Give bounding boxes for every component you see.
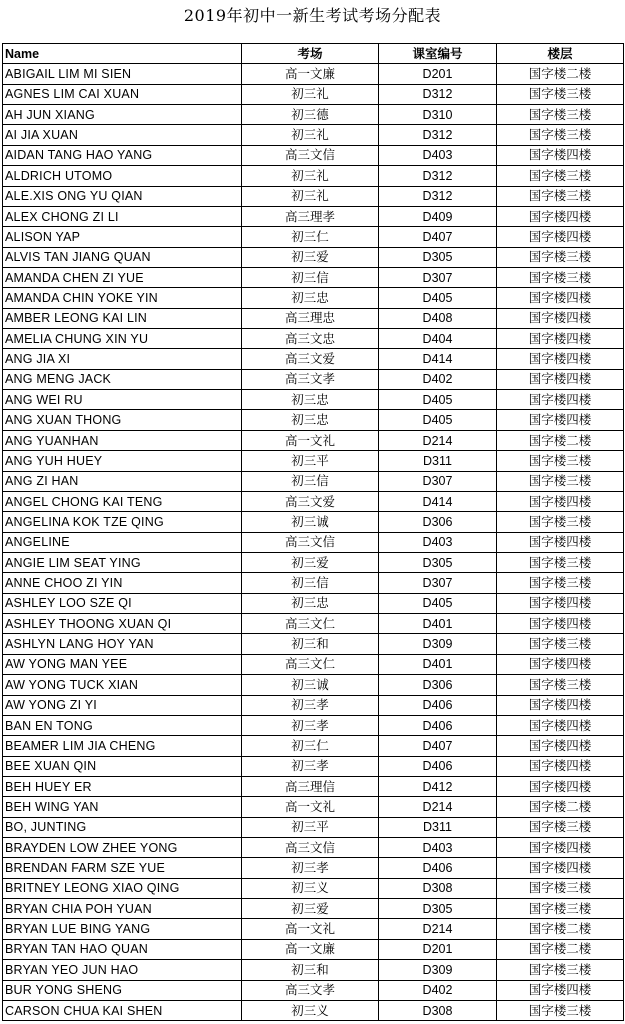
table-row (3, 247, 624, 267)
classroom-code-cell: D306 (379, 512, 497, 532)
table-row (3, 634, 624, 654)
student-name-cell: ANGIE LIM SEAT YING (3, 552, 242, 572)
student-name-cell: BEAMER LIM JIA CHENG (3, 736, 242, 756)
floor-cell: 国字楼三楼 (497, 878, 624, 898)
classroom-code-cell: D406 (379, 858, 497, 878)
floor-cell: 国字楼四楼 (497, 593, 624, 613)
student-name-cell: BRYAN CHIA POH YUAN (3, 899, 242, 919)
table-row (3, 145, 624, 165)
floor-cell: 国字楼四楼 (497, 349, 624, 369)
exam-room-cell: 高三文忠 (242, 329, 379, 349)
exam-room-cell: 初三礼 (242, 166, 379, 186)
exam-room-cell: 初三孝 (242, 756, 379, 776)
student-name-cell: AMANDA CHEN ZI YUE (3, 267, 242, 287)
floor-cell: 国字楼二楼 (497, 939, 624, 959)
table-row (3, 308, 624, 328)
classroom-code-cell: D201 (379, 64, 497, 84)
exam-room-cell: 初三诚 (242, 512, 379, 532)
floor-cell: 国字楼三楼 (497, 247, 624, 267)
exam-room-cell: 初三和 (242, 634, 379, 654)
exam-room-cell: 高三文仁 (242, 614, 379, 634)
classroom-code-cell: D308 (379, 1000, 497, 1020)
table-row (3, 227, 624, 247)
header-name: Name (3, 44, 242, 64)
exam-allocation-table (2, 43, 624, 1021)
table-row (3, 1000, 624, 1020)
table-row (3, 166, 624, 186)
floor-cell: 国字楼三楼 (497, 1000, 624, 1020)
floor-cell: 国字楼四楼 (497, 838, 624, 858)
floor-cell: 国字楼四楼 (497, 695, 624, 715)
exam-room-cell: 初三孝 (242, 858, 379, 878)
table-row (3, 573, 624, 593)
classroom-code-cell: D406 (379, 715, 497, 735)
exam-room-cell: 初三和 (242, 960, 379, 980)
exam-room-cell: 初三德 (242, 105, 379, 125)
exam-room-cell: 高三理信 (242, 776, 379, 796)
exam-room-cell: 初三礼 (242, 125, 379, 145)
table-row (3, 756, 624, 776)
floor-cell: 国字楼二楼 (497, 430, 624, 450)
table-row (3, 797, 624, 817)
table-row (3, 654, 624, 674)
classroom-code-cell: D214 (379, 797, 497, 817)
student-name-cell: ANG MENG JACK (3, 369, 242, 389)
exam-room-cell: 高一文礼 (242, 797, 379, 817)
table-row (3, 552, 624, 572)
classroom-code-cell: D414 (379, 491, 497, 511)
student-name-cell: ANG ZI HAN (3, 471, 242, 491)
table-row (3, 491, 624, 511)
student-name-cell: ALEX CHONG ZI LI (3, 206, 242, 226)
table-row (3, 451, 624, 471)
classroom-code-cell: D401 (379, 614, 497, 634)
floor-cell: 国字楼三楼 (497, 125, 624, 145)
header-room: 考场 (242, 44, 379, 64)
classroom-code-cell: D406 (379, 695, 497, 715)
floor-cell: 国字楼四楼 (497, 390, 624, 410)
table-row (3, 695, 624, 715)
student-name-cell: ANGEL CHONG KAI TENG (3, 491, 242, 511)
classroom-code-cell: D405 (379, 288, 497, 308)
floor-cell: 国字楼二楼 (497, 919, 624, 939)
floor-cell: 国字楼三楼 (497, 471, 624, 491)
header-code: 课室编号 (379, 44, 497, 64)
student-name-cell: BRYAN TAN HAO QUAN (3, 939, 242, 959)
student-name-cell: CARSON CHUA KAI SHEN (3, 1000, 242, 1020)
classroom-code-cell: D214 (379, 430, 497, 450)
exam-room-cell: 初三平 (242, 451, 379, 471)
table-row (3, 593, 624, 613)
student-name-cell: AMANDA CHIN YOKE YIN (3, 288, 242, 308)
floor-cell: 国字楼二楼 (497, 797, 624, 817)
table-row (3, 614, 624, 634)
exam-room-cell: 高三文信 (242, 532, 379, 552)
classroom-code-cell: D312 (379, 186, 497, 206)
classroom-code-cell: D305 (379, 552, 497, 572)
floor-cell: 国字楼三楼 (497, 84, 624, 104)
exam-room-cell: 初三诚 (242, 675, 379, 695)
exam-room-cell: 高三文爱 (242, 349, 379, 369)
student-name-cell: BEH WING YAN (3, 797, 242, 817)
classroom-code-cell: D307 (379, 267, 497, 287)
student-name-cell: ASHLYN LANG HOY YAN (3, 634, 242, 654)
exam-room-cell: 初三信 (242, 267, 379, 287)
exam-room-cell: 初三仁 (242, 227, 379, 247)
student-name-cell: ANG XUAN THONG (3, 410, 242, 430)
student-name-cell: BUR YONG SHENG (3, 980, 242, 1000)
classroom-code-cell: D412 (379, 776, 497, 796)
student-name-cell: BRENDAN FARM SZE YUE (3, 858, 242, 878)
student-name-cell: ALE.XIS ONG YU QIAN (3, 186, 242, 206)
floor-cell: 国字楼四楼 (497, 206, 624, 226)
table-row (3, 776, 624, 796)
floor-cell: 国字楼三楼 (497, 451, 624, 471)
floor-cell: 国字楼四楼 (497, 369, 624, 389)
student-name-cell: ANGELINA KOK TZE QING (3, 512, 242, 532)
student-name-cell: ALVIS TAN JIANG QUAN (3, 247, 242, 267)
floor-cell: 国字楼四楼 (497, 227, 624, 247)
table-row (3, 919, 624, 939)
table-row (3, 858, 624, 878)
student-name-cell: AW YONG ZI YI (3, 695, 242, 715)
classroom-code-cell: D405 (379, 593, 497, 613)
student-name-cell: BRAYDEN LOW ZHEE YONG (3, 838, 242, 858)
table-row (3, 410, 624, 430)
student-name-cell: BRITNEY LEONG XIAO QING (3, 878, 242, 898)
table-row (3, 512, 624, 532)
table-row (3, 64, 624, 84)
table-row (3, 532, 624, 552)
table-row (3, 980, 624, 1000)
student-name-cell: ALISON YAP (3, 227, 242, 247)
table-row (3, 390, 624, 410)
table-row (3, 329, 624, 349)
student-name-cell: BAN EN TONG (3, 715, 242, 735)
exam-room-cell: 初三忠 (242, 390, 379, 410)
exam-room-cell: 高三理忠 (242, 308, 379, 328)
floor-cell: 国字楼三楼 (497, 267, 624, 287)
floor-cell: 国字楼四楼 (497, 329, 624, 349)
student-name-cell: ANG YUANHAN (3, 430, 242, 450)
exam-room-cell: 初三爱 (242, 899, 379, 919)
table-row (3, 186, 624, 206)
exam-room-cell: 高一文礼 (242, 430, 379, 450)
floor-cell: 国字楼二楼 (497, 64, 624, 84)
exam-room-cell: 初三孝 (242, 695, 379, 715)
student-name-cell: BEH HUEY ER (3, 776, 242, 796)
exam-room-cell: 初三平 (242, 817, 379, 837)
classroom-code-cell: D403 (379, 838, 497, 858)
classroom-code-cell: D305 (379, 247, 497, 267)
student-name-cell: ANG JIA XI (3, 349, 242, 369)
student-name-cell: ANGELINE (3, 532, 242, 552)
exam-room-cell: 高三文仁 (242, 654, 379, 674)
classroom-code-cell: D402 (379, 369, 497, 389)
exam-room-cell: 高三文孝 (242, 369, 379, 389)
exam-room-cell: 高一文廉 (242, 64, 379, 84)
table-row (3, 675, 624, 695)
student-name-cell: AGNES LIM CAI XUAN (3, 84, 242, 104)
classroom-code-cell: D310 (379, 105, 497, 125)
floor-cell: 国字楼三楼 (497, 675, 624, 695)
floor-cell: 国字楼四楼 (497, 532, 624, 552)
floor-cell: 国字楼四楼 (497, 756, 624, 776)
floor-cell: 国字楼四楼 (497, 491, 624, 511)
student-name-cell: BRYAN YEO JUN HAO (3, 960, 242, 980)
floor-cell: 国字楼四楼 (497, 654, 624, 674)
student-name-cell: ANNE CHOO ZI YIN (3, 573, 242, 593)
exam-room-cell: 初三礼 (242, 186, 379, 206)
exam-room-cell: 高三文爱 (242, 491, 379, 511)
classroom-code-cell: D312 (379, 166, 497, 186)
floor-cell: 国字楼三楼 (497, 960, 624, 980)
table-row (3, 267, 624, 287)
header-floor: 楼层 (497, 44, 624, 64)
table-row (3, 471, 624, 491)
classroom-code-cell: D403 (379, 532, 497, 552)
classroom-code-cell: D405 (379, 410, 497, 430)
classroom-code-cell: D308 (379, 878, 497, 898)
classroom-code-cell: D312 (379, 125, 497, 145)
exam-room-cell: 初三礼 (242, 84, 379, 104)
exam-room-cell: 初三仁 (242, 736, 379, 756)
exam-room-cell: 初三忠 (242, 410, 379, 430)
student-name-cell: AW YONG TUCK XIAN (3, 675, 242, 695)
floor-cell: 国字楼四楼 (497, 715, 624, 735)
exam-room-cell: 初三忠 (242, 288, 379, 308)
exam-room-cell: 高三文孝 (242, 980, 379, 1000)
floor-cell: 国字楼四楼 (497, 308, 624, 328)
page-title: 2019年初中一新生考试考场分配表 (183, 6, 442, 25)
student-name-cell: AH JUN XIANG (3, 105, 242, 125)
table-row (3, 960, 624, 980)
exam-room-cell: 初三孝 (242, 715, 379, 735)
exam-room-cell: 初三爱 (242, 247, 379, 267)
student-name-cell: ANG WEI RU (3, 390, 242, 410)
classroom-code-cell: D401 (379, 654, 497, 674)
floor-cell: 国字楼三楼 (497, 573, 624, 593)
student-name-cell: BEE XUAN QIN (3, 756, 242, 776)
exam-room-cell: 初三义 (242, 1000, 379, 1020)
floor-cell: 国字楼四楼 (497, 980, 624, 1000)
exam-room-cell: 初三义 (242, 878, 379, 898)
floor-cell: 国字楼四楼 (497, 736, 624, 756)
classroom-code-cell: D405 (379, 390, 497, 410)
student-name-cell: ASHLEY THOONG XUAN QI (3, 614, 242, 634)
table-row (3, 817, 624, 837)
classroom-code-cell: D311 (379, 817, 497, 837)
classroom-code-cell: D306 (379, 675, 497, 695)
classroom-code-cell: D404 (379, 329, 497, 349)
floor-cell: 国字楼四楼 (497, 410, 624, 430)
floor-cell: 国字楼四楼 (497, 776, 624, 796)
classroom-code-cell: D406 (379, 756, 497, 776)
student-name-cell: ABIGAIL LIM MI SIEN (3, 64, 242, 84)
student-name-cell: AIDAN TANG HAO YANG (3, 145, 242, 165)
classroom-code-cell: D311 (379, 451, 497, 471)
floor-cell: 国字楼三楼 (497, 105, 624, 125)
table-row (3, 349, 624, 369)
exam-room-cell: 初三忠 (242, 593, 379, 613)
classroom-code-cell: D305 (379, 899, 497, 919)
student-name-cell: AMELIA CHUNG XIN YU (3, 329, 242, 349)
floor-cell: 国字楼四楼 (497, 614, 624, 634)
student-name-cell: AW YONG MAN YEE (3, 654, 242, 674)
classroom-code-cell: D312 (379, 84, 497, 104)
table-row (3, 288, 624, 308)
classroom-code-cell: D309 (379, 960, 497, 980)
table-row (3, 899, 624, 919)
classroom-code-cell: D214 (379, 919, 497, 939)
table-row (3, 878, 624, 898)
floor-cell: 国字楼四楼 (497, 858, 624, 878)
classroom-code-cell: D307 (379, 573, 497, 593)
floor-cell: 国字楼三楼 (497, 186, 624, 206)
floor-cell: 国字楼三楼 (497, 512, 624, 532)
classroom-code-cell: D407 (379, 227, 497, 247)
table-row (3, 84, 624, 104)
floor-cell: 国字楼四楼 (497, 145, 624, 165)
table-row (3, 939, 624, 959)
table-row (3, 105, 624, 125)
student-name-cell: AMBER LEONG KAI LIN (3, 308, 242, 328)
table-row (3, 715, 624, 735)
classroom-code-cell: D309 (379, 634, 497, 654)
classroom-code-cell: D408 (379, 308, 497, 328)
table-row (3, 736, 624, 756)
exam-room-cell: 初三信 (242, 471, 379, 491)
floor-cell: 国字楼三楼 (497, 166, 624, 186)
classroom-code-cell: D403 (379, 145, 497, 165)
student-name-cell: AI JIA XUAN (3, 125, 242, 145)
table-row (3, 838, 624, 858)
student-name-cell: ANG YUH HUEY (3, 451, 242, 471)
exam-room-cell: 高三文信 (242, 145, 379, 165)
exam-room-cell: 高一文礼 (242, 919, 379, 939)
classroom-code-cell: D414 (379, 349, 497, 369)
table-row (3, 125, 624, 145)
exam-room-cell: 高一文廉 (242, 939, 379, 959)
table-row (3, 369, 624, 389)
exam-room-cell: 高三文信 (242, 838, 379, 858)
student-name-cell: ASHLEY LOO SZE QI (3, 593, 242, 613)
classroom-code-cell: D409 (379, 206, 497, 226)
exam-room-cell: 初三爱 (242, 552, 379, 572)
classroom-code-cell: D402 (379, 980, 497, 1000)
exam-room-cell: 初三信 (242, 573, 379, 593)
table-header-row (3, 44, 624, 64)
floor-cell: 国字楼三楼 (497, 552, 624, 572)
floor-cell: 国字楼三楼 (497, 899, 624, 919)
classroom-code-cell: D201 (379, 939, 497, 959)
table-row (3, 430, 624, 450)
student-name-cell: BRYAN LUE BING YANG (3, 919, 242, 939)
student-name-cell: ALDRICH UTOMO (3, 166, 242, 186)
floor-cell: 国字楼四楼 (497, 288, 624, 308)
exam-room-cell: 高三理孝 (242, 206, 379, 226)
table-row (3, 206, 624, 226)
student-name-cell: BO, JUNTING (3, 817, 242, 837)
classroom-code-cell: D307 (379, 471, 497, 491)
floor-cell: 国字楼三楼 (497, 634, 624, 654)
classroom-code-cell: D407 (379, 736, 497, 756)
floor-cell: 国字楼三楼 (497, 817, 624, 837)
